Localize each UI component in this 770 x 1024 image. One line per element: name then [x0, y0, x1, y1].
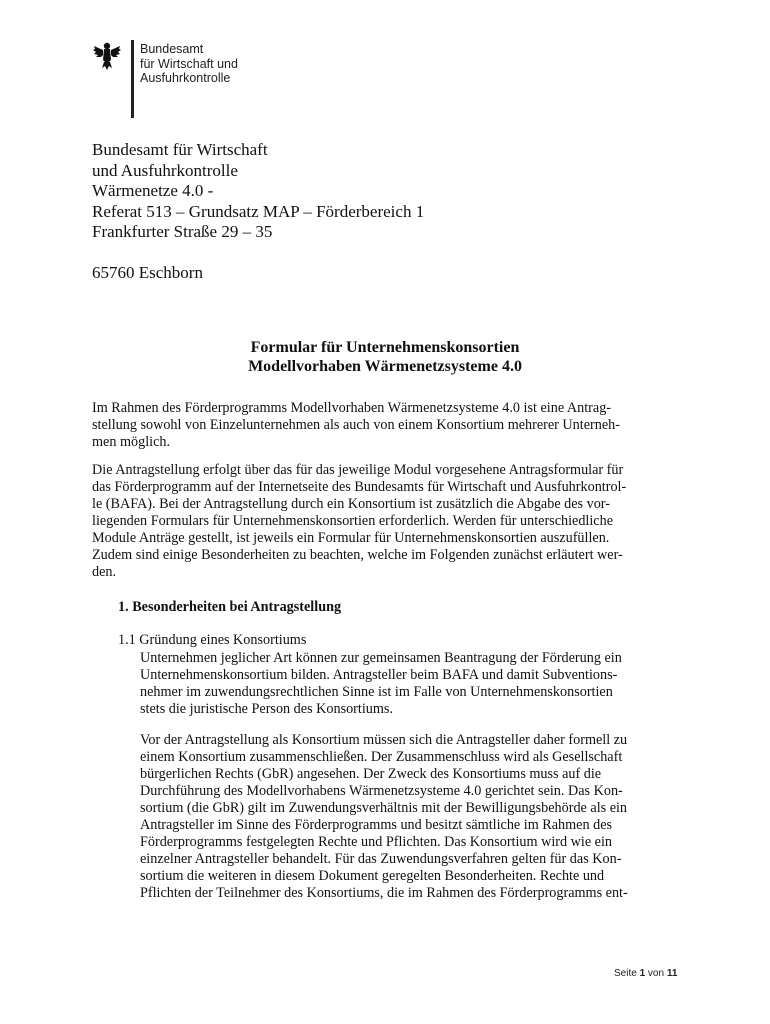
- text-line: den.: [92, 564, 117, 580]
- text-line: Module Anträge gestellt, ist jeweils ein Formular für Unternehmenskonsortien auszufüllen.: [92, 530, 610, 546]
- document-title: [0, 338, 770, 376]
- current-page: 1: [639, 968, 646, 979]
- text-line: le (BAFA). Bei der Antragstellung durch ein Konsortium ist zusätzlich die Abgabe des vor-: [92, 496, 610, 512]
- text-line: Antragsteller im Sinne des Förderprogramms und besitzt sämtliche im Rahmen des: [140, 817, 613, 833]
- text-line: sortium die weiteren in diesem Dokument geregelten Besonderheiten. Rechte und: [140, 868, 605, 884]
- logo-text: [140, 42, 238, 86]
- title-line-2: Modellvorhaben Wärmenetzsysteme 4.0: [248, 358, 522, 375]
- address-line: Referat 513 – Grundsatz MAP – Förderbereich 1: [92, 201, 425, 221]
- title-line-1: Formular für Unternehmenskonsortien: [250, 339, 520, 356]
- text-line: einzelner Antragsteller behandelt. Für das Zuwendungsverfahren gelten für das Kon-: [140, 851, 622, 867]
- page-prefix: Seite: [614, 968, 637, 979]
- intro-paragraph-2: [92, 462, 672, 581]
- address-line: Frankfurter Straße 29 – 35: [92, 222, 273, 241]
- text-line: Unternehmen jeglicher Art können zur gemeinsamen Beantragung der Förderung ein: [140, 650, 622, 666]
- text-line: Im Rahmen des Förderprogramms Modellvorhaben Wärmenetzsysteme 4.0 ist eine Antrag-: [92, 400, 612, 416]
- address-line: Wärmenetze 4.0 -: [92, 181, 214, 200]
- text-line: Vor der Antragstellung als Konsortium müssen sich die Antragsteller daher formell zu: [140, 732, 628, 748]
- text-line: Durchführung des Modellvorhabens Wärmenetzsysteme 4.0 gerichtet sein. Das Kon-: [140, 783, 623, 799]
- logo-line: Ausfuhrkontrolle: [140, 71, 231, 85]
- text-line: Förderprogramms festgelegten Rechte und Pflichten. Das Konsortium wird wie ein: [140, 834, 613, 850]
- address-city: 65760 Eschborn: [92, 262, 203, 282]
- text-line: bürgerlichen Rechts (GbR) angesehen. Der Zweck des Konsortiums muss auf die: [140, 766, 602, 782]
- page-number: [614, 968, 677, 979]
- logo-divider: [131, 40, 134, 118]
- text-line: Unternehmenskonsortium bilden. Antragsteller beim BAFA und damit Subventions-: [140, 667, 618, 683]
- total-pages: 11: [666, 968, 678, 979]
- text-line: einem Konsortium zusammenschließen. Der Zusammenschluss wird als Gesellschaft: [140, 749, 623, 765]
- intro-paragraph-1: [92, 400, 672, 451]
- text-line: sortium (die GbR) gilt im Zuwendungsverhältnis mit der Bewilligungsbehörde als ein: [140, 800, 628, 816]
- logo-line: Bundesamt: [140, 42, 204, 56]
- text-line: das Förderprogramm auf der Internetseite des Bundesamts für Wirtschaft und Ausfuhrkontrol-: [92, 479, 627, 495]
- text-line: liegenden Formulars für Unternehmenskonsortien erforderlich. Werden für unterschiedliche: [92, 513, 613, 529]
- subsection-heading: 1.1 Gründung eines Konsortiums: [118, 632, 307, 648]
- address-line: und Ausfuhrkontrolle: [92, 160, 238, 180]
- text-line: men möglich.: [92, 434, 171, 450]
- section-paragraph-2: [140, 732, 672, 902]
- text-line: Pflichten der Teilnehmer des Konsortiums, die im Rahmen des Förderprogramms ent-: [140, 885, 628, 901]
- text-line: stellung sowohl von Einzelunternehmen als auch von einem Konsortium mehrerer Unterneh-: [92, 417, 620, 433]
- text-line: nehmer im zuwendungsrechtlichen Sinne ist im Falle von Unternehmenskonsortien: [140, 684, 613, 700]
- text-line: Zudem sind einige Besonderheiten zu beachten, welche im Folgenden zunächst erläutert wer-: [92, 547, 623, 563]
- federal-eagle-icon: [92, 40, 122, 72]
- text-line: Die Antragstellung erfolgt über das für das jeweilige Modul vorgesehene Antragsformular für: [92, 462, 624, 478]
- text-line: stets die juristische Person des Konsortiums.: [140, 701, 393, 717]
- address-line: Bundesamt für Wirtschaft: [92, 140, 268, 159]
- logo-line: für Wirtschaft und: [140, 56, 238, 71]
- section-paragraph-1: [140, 650, 672, 718]
- section-heading: 1. Besonderheiten bei Antragstellung: [118, 599, 342, 615]
- page-separator: von: [647, 968, 665, 979]
- recipient-address: [92, 140, 424, 283]
